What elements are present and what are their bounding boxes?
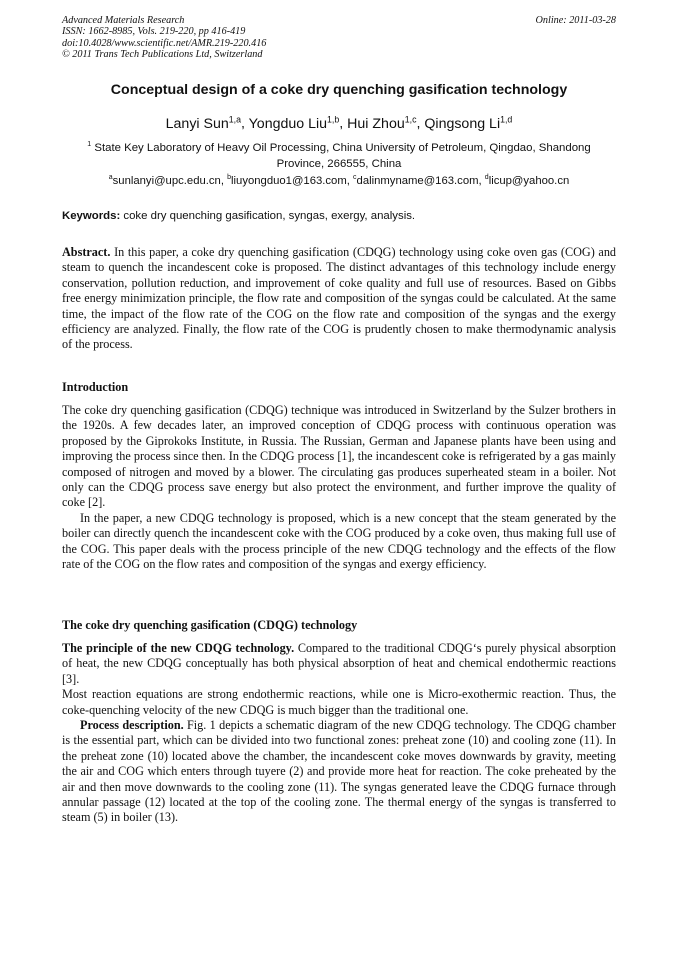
paragraph: Most reaction equations are strong endothermic reactions, while one is Micro-exothermic reaction. Thus, the coke-quenching velocity of the new CDQG is much bigger than the traditional one. xyxy=(62,687,616,717)
paragraph: Process description. Fig. 1 depicts a schematic diagram of the new CDQG technology. The CDQG chamber is the essential part, which can be divided into two functional zones: preheat zone (10) and cooling zone (11). In the preheat zone (10) located above the chamber, the incandescent coke moves downwards by gravity, meeting the air and COG which enters through tuyere (2) and provide more heat for reaction. The coke preheated by the air and then move downwards to the cooling zone (11). The syngas generated leave the CDQG furnace through annular passage (12) located at the top of the cooling zone. The thermal energy of the syngas is transferred to steam (5) in boiler (13). xyxy=(62,718,616,825)
journal-doi: doi:10.4028/www.scientific.net/AMR.219-220.416 xyxy=(62,37,267,49)
keywords: Keywords: coke dry quenching gasification, syngas, exergy, analysis. xyxy=(62,210,416,222)
section-heading-introduction: Introduction xyxy=(62,380,129,394)
author: Qingsong Li$^{1,d}$ xyxy=(424,114,513,132)
journal-info xyxy=(62,15,616,61)
author-list: Lanyi Sun$^{1,a}$, Yongduo Liu$^{1,b}$, Hui Zhou$^{1,c}$, Qingsong Li$^{1,d}$ xyxy=(165,114,513,132)
email: $^c$dalinmyname@163.com xyxy=(353,174,479,187)
paper-title: Conceptual design of a coke dry quenching gasification technology xyxy=(110,82,568,98)
author: Hui Zhou$^{1,c}$ xyxy=(347,114,417,132)
journal-issn: ISSN: 1662-8985, Vols. 219-220, pp 416-419 xyxy=(62,26,246,38)
author: Lanyi Sun$^{1,a}$ xyxy=(165,114,241,132)
author-emails: $^a$sunlanyi@upc.edu.cn, $^b$liuyongduo1@163.com, $^c$dalinmyname@163.com, $^d$licup@yahoo.cn xyxy=(108,174,570,187)
affiliation: $^1$ State Key Laboratory of Heavy Oil Processing, China University of Petroleum, Qingdao, Shandong Province, 266555, China xyxy=(87,141,591,171)
journal-name: Advanced Materials Research xyxy=(62,15,185,26)
section-heading-cdqg: The coke dry quenching gasification (CDQG) technology xyxy=(62,618,358,632)
email: $^a$sunlanyi@upc.edu.cn xyxy=(108,174,221,187)
paragraph: The principle of the new CDQG technology. Compared to the traditional CDQG‘s purely physical absorption of heat, the new CDQG conceptually has both physical absorption of heat and chemical endothermic reactions [3]. xyxy=(62,641,617,686)
online-date: Online: 2011-03-28 xyxy=(535,15,616,26)
journal-copyright: © 2011 Trans Tech Publications Ltd, Switzerland xyxy=(62,49,263,61)
email: $^d$licup@yahoo.cn xyxy=(484,174,570,187)
paragraph: The coke dry quenching gasification (CDQG) technique was introduced in Switzerland by the Sulzer brothers in the 1920s. A few decades later, an improved conception of CDQG process with continuous operation was proposed by the Giprokoks Institute, in Russia. The Russian, German and Japanese plants have been using and improving the process since then. In the CDQG process [1], the incandescent coke is refrigerated by a gas mainly composed of nitrogen and moved by a blower. The circulating gas produces superheated steam in a boiler. Not only can the CDQG process save energy but also protect the environment, and further improve the quality of coke [2]. xyxy=(62,403,616,510)
paragraph: In the paper, a new CDQG technology is proposed, which is a new concept that the steam generated by the boiler can directly quench the incandescent coke with the COG produced by a coke oven, thus making full use of the COG. This paper deals with the process principle of the new CDQG technology and the effects of the flow rate of the COG on the flow rates and composition of the syngas and exergy efficiency. xyxy=(62,510,616,572)
cdqg-body xyxy=(62,641,616,826)
introduction-body xyxy=(62,403,616,572)
email: $^b$liuyongduo1@163.com xyxy=(227,174,347,187)
abstract: Abstract. In this paper, a coke dry quenching gasification (CDQG) technology using coke oven gas (COG) and steam to quench the incandescent coke is proposed. The distinct advantages of this technology include energy conservation, pollution reduction, and improvement of coke quality and full use of resources. Based on Gibbs free energy minimization principle, the flow rate and composition of the syngas could be calculated. At the same time, the impact of the flow rate of the COG on the flow rate and composition of the syngas and the exergy efficiency are analyzed. Finally, the flow rate of the COG is prudently chosen to make thermodynamic analysis of the process. xyxy=(62,245,617,352)
journal-header xyxy=(62,15,616,61)
author: Yongduo Liu$^{1,b}$ xyxy=(248,114,340,132)
